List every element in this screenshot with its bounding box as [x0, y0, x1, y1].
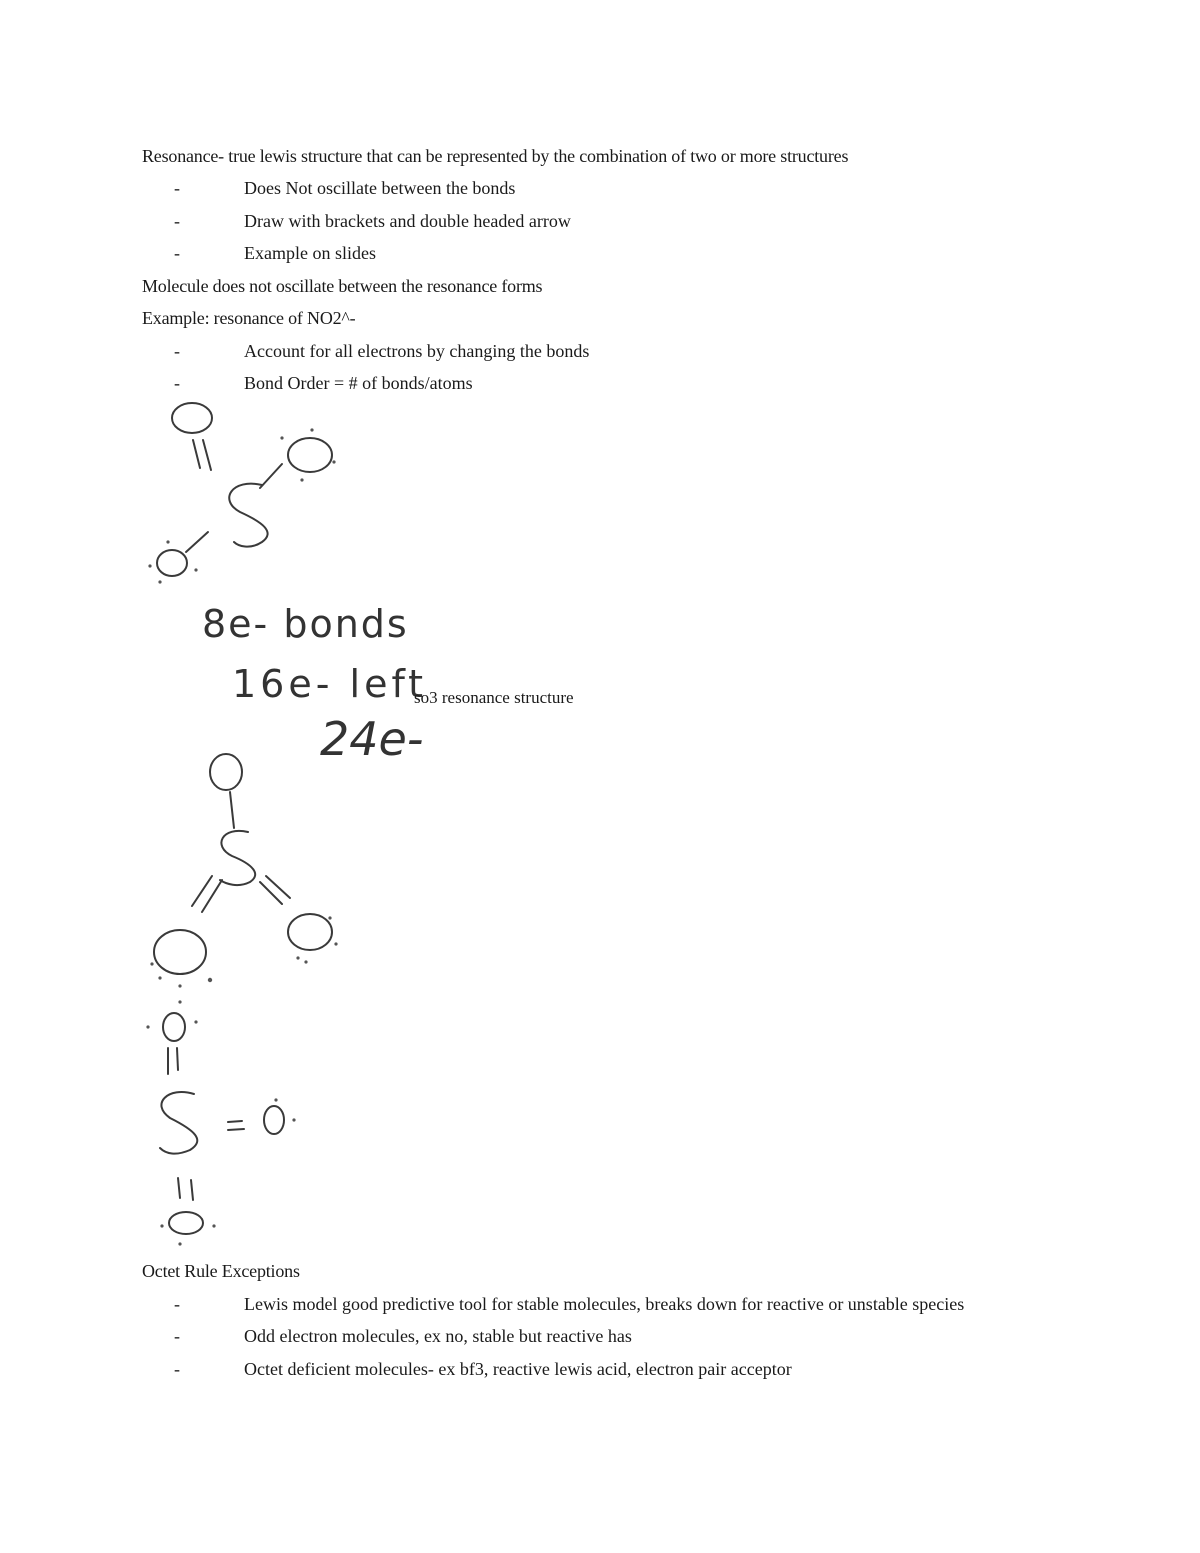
lone-pair-dot — [212, 1224, 215, 1227]
lone-pair-dot — [178, 1000, 181, 1003]
octet-rule-heading: Octet Rule Exceptions — [142, 1261, 300, 1281]
lone-pair-dot — [328, 916, 331, 919]
oscillation-note: Molecule does not oscillate between the resonance forms — [142, 276, 543, 296]
list-item — [174, 1358, 1174, 1380]
list-item-text: Octet deficient molecules- ex bf3, reactive lewis acid, electron pair acceptor — [244, 1359, 792, 1379]
list-item-text: Account for all electrons by changing the bonds — [244, 341, 590, 361]
bond-line — [260, 464, 282, 488]
bond-line — [193, 440, 200, 468]
bond-line — [260, 882, 282, 904]
lone-pair-dot — [280, 436, 283, 439]
lone-pair-dot — [310, 428, 313, 431]
lone-pair-dot — [292, 1118, 295, 1121]
bullet-marker: - — [174, 341, 180, 361]
lone-pair-dot — [194, 568, 197, 571]
lone-pair-dot — [332, 460, 335, 463]
oxygen-atom — [169, 1212, 203, 1234]
handwritten-bonds-note: 8e- bonds — [202, 602, 409, 646]
resonance-definition: Resonance- true lewis structure that can be represented by the combination of two or more structures — [142, 146, 849, 166]
lone-pair-dot — [166, 540, 169, 543]
list-item-text: Does Not oscillate between the bonds — [244, 178, 516, 198]
lone-pair-dot — [158, 580, 161, 583]
lone-pair-dot — [300, 478, 303, 481]
lone-pair-dot — [160, 1224, 163, 1227]
bond-line — [266, 876, 290, 898]
list-item-text: Lewis model good predictive tool for stable molecules, breaks down for reactive or unstable species — [244, 1294, 965, 1314]
sulfur-atom — [220, 831, 255, 885]
list-item-text: Draw with brackets and double headed arrow — [244, 211, 571, 231]
list-item — [174, 1325, 1174, 1347]
bullet-marker: - — [174, 373, 180, 393]
lone-pair-dot — [178, 1242, 181, 1245]
lone-pair-dot — [208, 978, 212, 982]
lone-pair-dot — [274, 1098, 277, 1101]
sketch-caption: so3 resonance structure — [414, 688, 574, 707]
oxygen-atom — [264, 1106, 284, 1134]
lone-pair-dot — [150, 962, 153, 965]
lone-pair-dot — [158, 976, 161, 979]
lone-pair-dot — [194, 1020, 197, 1023]
sulfur-atom — [229, 484, 267, 547]
bullet-marker: - — [174, 211, 180, 231]
bullet-marker: - — [174, 1326, 180, 1346]
list-item-text: Example on slides — [244, 243, 376, 263]
lone-pair-dot — [178, 984, 181, 987]
list-item — [174, 1293, 1174, 1315]
bullet-marker: - — [174, 243, 180, 263]
oxygen-atom — [288, 914, 332, 950]
lone-pair-dot — [146, 1025, 149, 1028]
bond-line — [230, 792, 234, 828]
oxygen-atom — [157, 550, 187, 576]
bullet-marker: - — [174, 1294, 180, 1314]
bond-line — [177, 1048, 178, 1070]
bullet-marker: - — [174, 178, 180, 198]
lone-pair-dot — [304, 960, 307, 963]
handwritten-electrons-left-note: 16e- left — [232, 662, 428, 706]
bond-line — [203, 440, 211, 470]
bullet-marker: - — [174, 1359, 180, 1379]
bond-line — [228, 1121, 242, 1122]
lone-pair-dot — [148, 564, 151, 567]
list-item-text: Odd electron molecules, ex no, stable but reactive has — [244, 1326, 632, 1346]
bond-line — [186, 532, 208, 552]
bond-line — [228, 1129, 244, 1130]
oxygen-atom — [172, 403, 212, 433]
list-item-text: Bond Order = # of bonds/atoms — [244, 373, 473, 393]
oxygen-atom — [288, 438, 332, 472]
oxygen-atom — [210, 754, 242, 790]
oxygen-atom — [154, 930, 206, 974]
oxygen-atom — [163, 1013, 185, 1041]
example-heading: Example: resonance of NO2^- — [142, 308, 356, 328]
sulfur-atom — [160, 1092, 197, 1154]
lone-pair-dot — [334, 942, 337, 945]
bond-line — [178, 1178, 180, 1198]
lone-pair-dot — [296, 956, 299, 959]
bond-line — [191, 1180, 193, 1200]
handwritten-total-electrons-note: 24e- — [320, 712, 424, 766]
